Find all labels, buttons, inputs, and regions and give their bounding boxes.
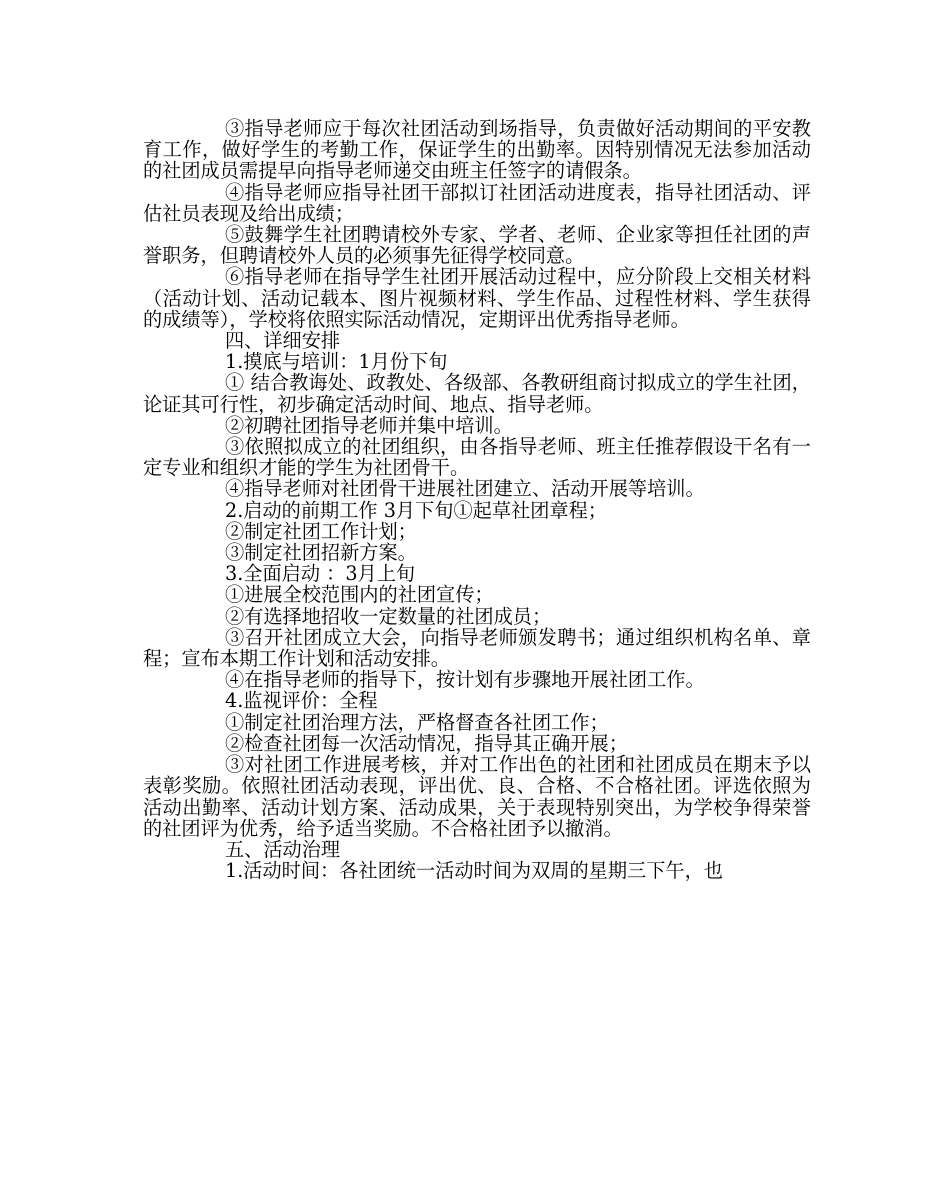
paragraph-hire-advisors: ②初聘社团指导老师并集中培训。	[225, 413, 513, 437]
paragraph-inspect-activities: ②检查社团每一次活动情况，指导其正确开展；	[225, 731, 628, 755]
subheading-survey-training: 1.摸底与培训：1月份下旬	[225, 350, 448, 374]
section-heading-arrangement: 四、详细安排	[225, 329, 341, 353]
paragraph-promotion: ①进展全校范围内的社团宣传；	[225, 583, 494, 607]
document-page	[143, 118, 811, 881]
paragraph-management-rules: ①制定社团治理方法，严格督查各社团工作；	[225, 710, 609, 734]
paragraph-guidance-attendance: ③指导老师应于每次社团活动到场指导，负责做好活动期间的平安教育工作，做好学生的考勤工作，保证学生的出勤率。因特别情况无法参加活动的社团成员需提早向指导老师递交由班主任签字的请假条。	[143, 117, 811, 183]
subheading-supervision: 4.监视评价：全程	[225, 689, 378, 713]
paragraph-leader-training: ④指导老师对社团骨干进展社团建立、活动开展等培训。	[225, 477, 705, 501]
paragraph-recruit-members: ②有选择地招收一定数量的社团成员；	[225, 604, 552, 628]
subheading-startup-prep: 2.启动的前期工作 3月下旬①起草社团章程；	[225, 498, 607, 522]
section-heading-management: 五、活动治理	[225, 837, 341, 861]
subheading-full-launch: 3.全面启动 ：3月上旬	[225, 562, 416, 586]
paragraph-submit-materials: ⑥指导老师在指导学生社团开展活动过程中，应分阶段上交相关材料（活动计划、活动记载本、图片视频材料、学生作品、过程性材料、学生获得的成绩等），学校将依照实际活动情况，定期评出优秀指导老师。	[143, 265, 811, 331]
paragraph-founding-meeting: ③召开社团成立大会，向指导老师颁发聘书；通过组织机构名单、章程；宣布本期工作计划和活动安排。	[143, 625, 811, 671]
paragraph-carry-out-work: ④在指导老师的指导下，按计划有步骤地开展社团工作。	[225, 668, 705, 692]
paragraph-schedule-planning: ④指导老师应指导社团干部拟订社团活动进度表，指导社团活动、评估社员表现及给出成绩；	[143, 180, 811, 225]
paragraph-external-experts: ⑤鼓舞学生社团聘请校外专家、学者、老师、企业家等担任社团的声誉职务，但聘请校外人员的必须事先征得学校同意。	[143, 223, 811, 268]
paragraph-recommend-leaders: ③依照拟成立的社团组织，由各指导老师、班主任推荐假设干名有一定专业和组织才能的学生为社团骨干。	[143, 435, 811, 480]
paragraph-discuss-clubs: ① 结合教诲处、政教处、各级部、各教研组商讨拟成立的学生社团，论证其可行性，初步确定活动时间、地点、指导老师。	[143, 371, 811, 416]
paragraph-work-plan: ②制定社团工作计划；	[225, 519, 417, 543]
paragraph-recruit-plan: ③制定社团招新方案。	[225, 541, 417, 565]
paragraph-assessment-awards: ③对社团工作进展考核，并对工作出色的社团和社团成员在期末予以表彰奖励。依照社团活动表现，评出优、良、合格、不合格社团。评选依照为活动出勤率、活动计划方案、活动成果，关于表现特别突出，为学校争得荣誉的社团评为优秀，给予适当奖励。不合格社团予以撤消。	[143, 753, 811, 840]
paragraph-activity-time: 1.活动时间：各社团统一活动时间为双周的星期三下午，也	[225, 859, 723, 883]
